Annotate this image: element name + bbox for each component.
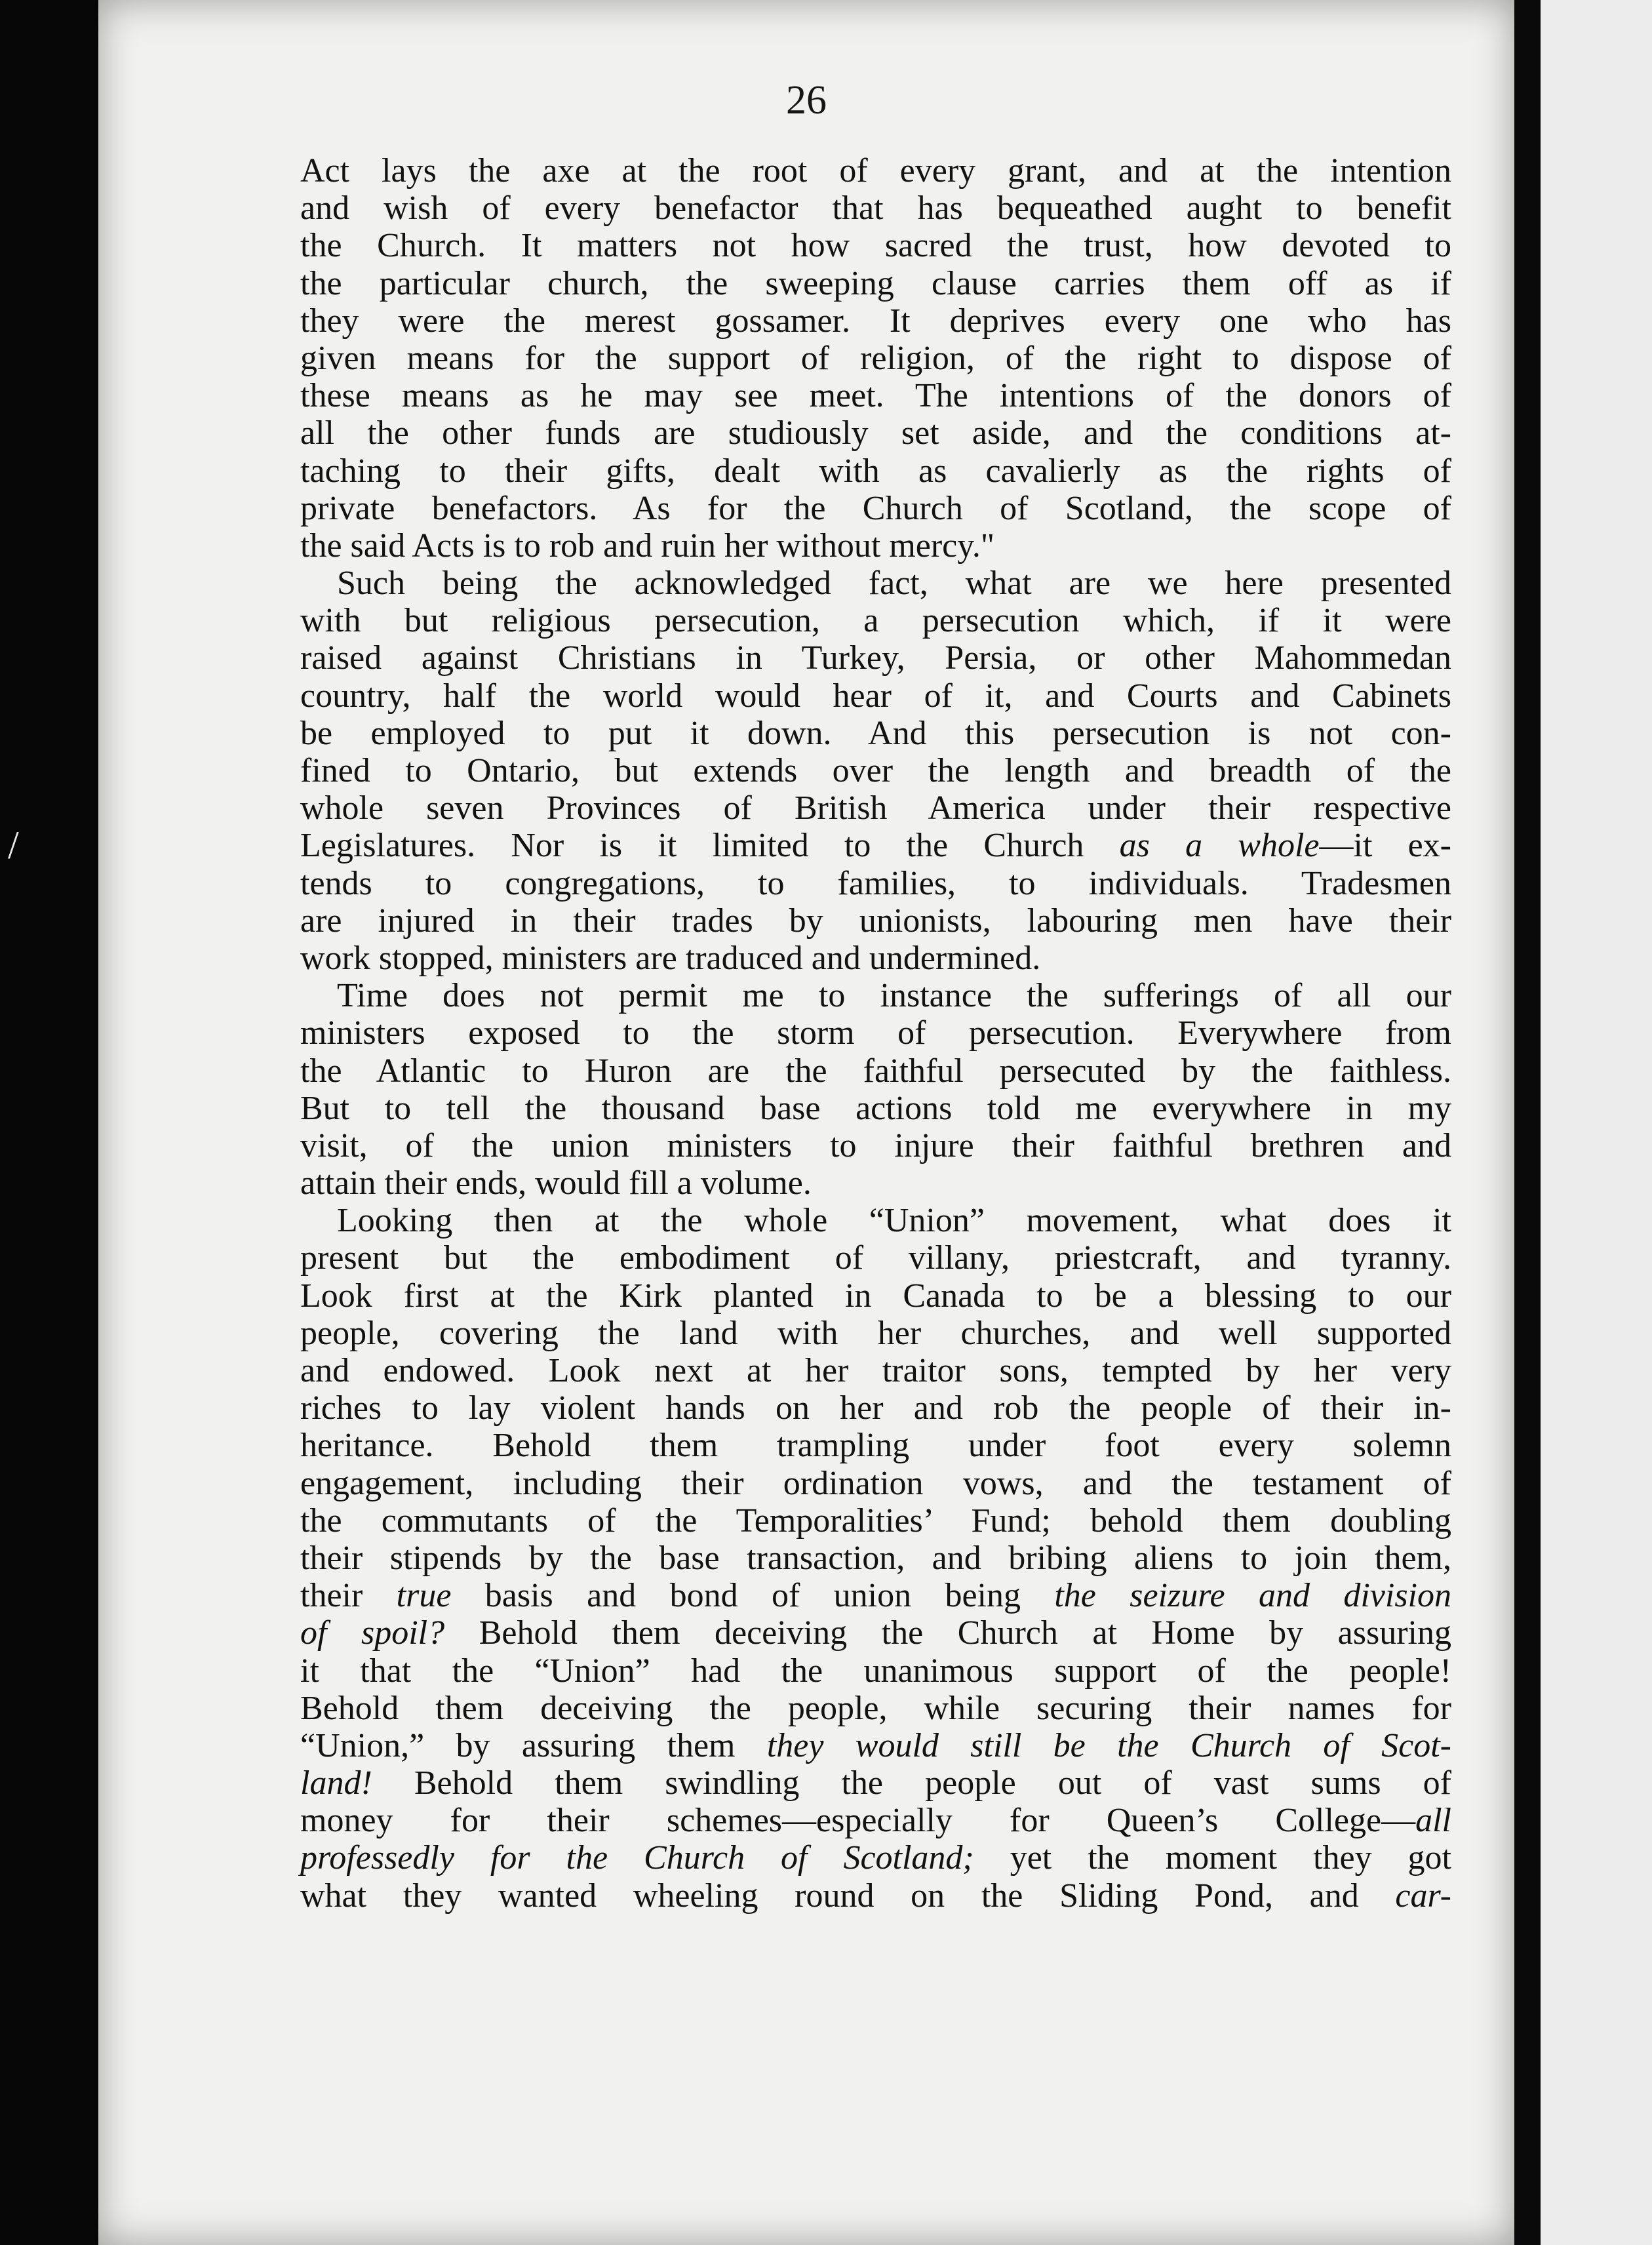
text-segment: these means as he may see meet. The intentions of the donors of bbox=[300, 377, 1451, 415]
text-segment: what they wanted wheeling round on the Sliding Pond, and bbox=[300, 1877, 1396, 1915]
text-segment: the commutants of the Temporalities’ Fund; behold them doubling bbox=[300, 1501, 1451, 1540]
text-segment: money for their schemes—especially for Queen’s College— bbox=[300, 1802, 1416, 1840]
scan-border-left bbox=[0, 0, 98, 2245]
text-segment: raised against Christians in Turkey, Persia, or other Mahommedan bbox=[300, 639, 1451, 677]
text-line bbox=[300, 715, 1451, 752]
text-line bbox=[300, 902, 1451, 940]
text-segment: —it ex- bbox=[1319, 827, 1451, 865]
italic-text: professedly for the Church of Scotland; bbox=[300, 1839, 974, 1877]
page-number: 26 bbox=[786, 78, 827, 123]
text-segment: But to tell the thousand base actions told me everywhere in my bbox=[300, 1089, 1451, 1127]
text-segment: given means for the support of religion, of the right to dispose of bbox=[300, 339, 1451, 377]
text-line bbox=[300, 227, 1451, 264]
text-line bbox=[300, 977, 1451, 1014]
text-segment: attain their ends, would fill a volume. bbox=[300, 1164, 812, 1202]
text-segment: country, half the world would hear of it, and Courts and Cabinets bbox=[300, 677, 1451, 715]
text-segment: Look first at the Kirk planted in Canada to be a blessing to our bbox=[300, 1277, 1451, 1315]
text-segment: visit, of the union ministers to injure their faithful brethren and bbox=[300, 1126, 1451, 1164]
text-line bbox=[300, 1315, 1451, 1352]
text-line bbox=[300, 1802, 1451, 1839]
text-segment: Behold them deceiving the Church at Home by assuring bbox=[444, 1614, 1451, 1652]
text-segment: tends to congregations, to families, to individuals. Tradesmen bbox=[300, 864, 1451, 902]
text-segment: and wish of every benefactor that has bequeathed aught to benefit bbox=[300, 189, 1451, 228]
text-line bbox=[300, 639, 1451, 677]
text-segment: all the other funds are studiously set aside, and the conditions at- bbox=[300, 414, 1451, 452]
text-line bbox=[300, 1202, 1451, 1239]
text-segment: people, covering the land with her churches, and well supported bbox=[300, 1314, 1451, 1352]
text-line bbox=[300, 1502, 1451, 1540]
text-segment: private benefactors. As for the Church of Scotland, the scope of bbox=[300, 489, 1451, 527]
italic-text: car- bbox=[1395, 1877, 1451, 1915]
text-line bbox=[300, 189, 1451, 227]
text-segment: fined to Ontario, but extends over the length and breadth of the bbox=[300, 752, 1451, 789]
text-line bbox=[300, 414, 1451, 452]
text-line bbox=[300, 1614, 1451, 1652]
text-segment: engagement, including their ordination vows, and the testament of bbox=[300, 1464, 1451, 1502]
text-segment: taching to their gifts, dealt with as cavalierly as the rights of bbox=[300, 452, 1451, 490]
text-segment: their stipends by the base transaction, and bribing aliens to join them, bbox=[300, 1539, 1451, 1577]
text-line bbox=[300, 1164, 1451, 1202]
text-line bbox=[300, 1239, 1451, 1277]
text-line bbox=[300, 1090, 1451, 1127]
text-segment: the Atlantic to Huron are the faithful persecuted by the faithless. bbox=[300, 1052, 1451, 1090]
text-line bbox=[300, 152, 1451, 189]
text-segment: Looking then at the whole “Union” movement, what does it bbox=[337, 1202, 1451, 1240]
text-segment: their bbox=[300, 1577, 397, 1615]
text-segment: be employed to put it down. And this persecution is not con- bbox=[300, 714, 1451, 752]
text-segment: heritance. Behold them trampling under foot every solemn bbox=[300, 1427, 1451, 1465]
italic-text: true bbox=[396, 1577, 452, 1615]
text-line bbox=[300, 1277, 1451, 1315]
text-segment: Time does not permit me to instance the sufferings of all our bbox=[337, 977, 1451, 1015]
text-segment: Behold them swindling the people out of vast sums of bbox=[372, 1764, 1451, 1802]
text-line bbox=[300, 677, 1451, 715]
text-segment: “Union,” by assuring them bbox=[300, 1726, 767, 1764]
text-line bbox=[300, 1577, 1451, 1614]
text-segment: ministers exposed to the storm of persecution. Everywhere from bbox=[300, 1014, 1451, 1052]
italic-text: all bbox=[1415, 1802, 1451, 1840]
text-segment: they were the merest gossamer. It deprives every one who has bbox=[300, 302, 1451, 340]
text-segment: Legislatures. Nor is it limited to the Church bbox=[300, 827, 1120, 865]
text-line bbox=[300, 302, 1451, 340]
text-segment: work stopped, ministers are traduced and undermined. bbox=[300, 939, 1041, 977]
text-segment: whole seven Provinces of British America under their respective bbox=[300, 789, 1451, 827]
text-line bbox=[300, 1389, 1451, 1427]
italic-text: land! bbox=[300, 1764, 372, 1802]
text-segment: Such being the acknowledged fact, what are we here presented bbox=[337, 565, 1451, 603]
text-segment: and endowed. Look next at her traitor sons, tempted by her very bbox=[300, 1352, 1451, 1389]
text-line bbox=[300, 1877, 1451, 1915]
text-segment: present but the embodiment of villany, priestcraft, and tyranny. bbox=[300, 1239, 1451, 1277]
text-line bbox=[300, 452, 1451, 490]
text-segment: riches to lay violent hands on her and rob the people of their in- bbox=[300, 1389, 1451, 1427]
text-line bbox=[300, 1727, 1451, 1764]
text-line bbox=[300, 1052, 1451, 1090]
text-segment: the Church. It matters not how sacred the trust, how devoted to bbox=[300, 227, 1451, 265]
text-line bbox=[300, 1652, 1451, 1690]
text-line bbox=[300, 527, 1451, 565]
text-segment: are injured in their trades by unionists, labouring men have their bbox=[300, 902, 1451, 940]
text-line bbox=[300, 1465, 1451, 1502]
scan-gutter bbox=[1514, 0, 1541, 2245]
text-line bbox=[300, 265, 1451, 302]
text-line bbox=[300, 752, 1451, 789]
text-line bbox=[300, 377, 1451, 414]
text-line bbox=[300, 340, 1451, 377]
text-line bbox=[300, 789, 1451, 827]
text-segment: basis and bond of union being bbox=[451, 1577, 1055, 1615]
text-segment: Behold them deceiving the people, while securing their names for bbox=[300, 1689, 1451, 1727]
text-segment: it that the “Union” had the unanimous support of the people! bbox=[300, 1652, 1451, 1690]
text-line bbox=[300, 1540, 1451, 1577]
italic-text: of spoil? bbox=[300, 1614, 445, 1652]
text-line bbox=[300, 1127, 1451, 1164]
text-line bbox=[300, 490, 1451, 527]
text-line bbox=[300, 865, 1451, 902]
text-segment: yet the moment they got bbox=[974, 1839, 1452, 1877]
text-line bbox=[300, 1352, 1451, 1389]
text-segment: Act lays the axe at the root of every grant, and at the intention bbox=[300, 152, 1451, 189]
text-line bbox=[300, 827, 1451, 864]
italic-text: as a whole bbox=[1119, 827, 1320, 865]
book-page bbox=[98, 0, 1514, 2245]
text-segment: the said Acts is to rob and ruin her without mercy." bbox=[300, 526, 995, 565]
text-line bbox=[300, 940, 1451, 977]
text-line bbox=[300, 1014, 1451, 1052]
body-text bbox=[300, 152, 1451, 1915]
text-line bbox=[300, 1764, 1451, 1802]
text-segment: the particular church, the sweeping clause carries them off as if bbox=[300, 264, 1451, 302]
text-line bbox=[300, 1839, 1451, 1877]
italic-text: the seizure and division bbox=[1054, 1577, 1452, 1615]
text-segment: with but religious persecution, a persecution which, if it were bbox=[300, 602, 1451, 640]
text-line bbox=[300, 1427, 1451, 1464]
next-page-edge bbox=[1541, 0, 1652, 2245]
text-line bbox=[300, 565, 1451, 602]
text-line bbox=[300, 602, 1451, 639]
italic-text: they would still be the Church of Scot- bbox=[766, 1726, 1452, 1764]
text-line bbox=[300, 1690, 1451, 1727]
scan-speck: / bbox=[8, 824, 19, 867]
